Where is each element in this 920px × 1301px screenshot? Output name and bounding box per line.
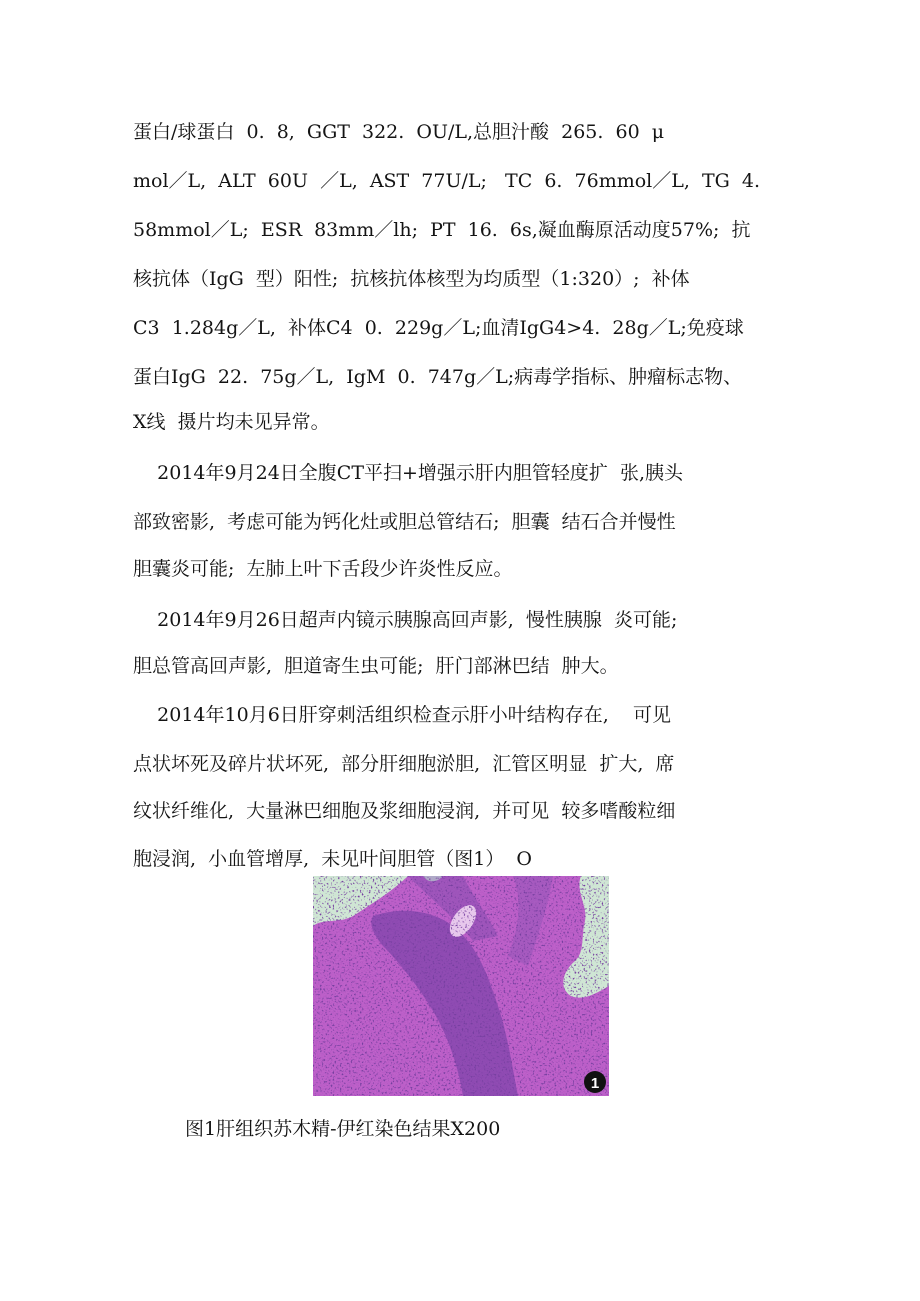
- text-line: 2014年9月24日全腹CT平扫+增强示肝内胆管轻度扩 张,胰头: [133, 462, 684, 484]
- text-line: 胆囊炎可能; 左肺上叶下舌段少许炎性反应。: [133, 558, 513, 580]
- text-line: 点状坏死及碎片状坏死, 部分肝细胞淤胆, 汇管区明显 扩大, 席: [133, 753, 675, 775]
- text-line: 核抗体（IgG 型）阳性; 抗核抗体核型为均质型（1:320）; 补体: [133, 268, 690, 290]
- figure-badge: 1: [590, 1075, 600, 1092]
- text-line: 蛋白/球蛋白 0. 8, GGT 322. OU/L,总胆汁酸 265. 60 μ: [133, 121, 665, 143]
- text-line: 蛋白IgG 22. 75g／L, IgM 0. 747g／L;病毒学指标、肿瘤标志物、: [133, 366, 743, 388]
- text-line: 胆总管高回声影, 胆道寄生虫可能; 肝门部淋巴结 肿大。: [133, 655, 619, 677]
- text-line: 纹状纤维化, 大量淋巴细胞及浆细胞浸润, 并可见 较多嗜酸粒细: [133, 800, 676, 822]
- text-line: X线 摄片均未见异常。: [133, 411, 330, 433]
- histology-image: [313, 876, 609, 1096]
- text-line: mol／L, ALT 60U ／L, AST 77U/L; TC 6. 76mmol／L, TG 4.: [133, 170, 761, 192]
- text-line: 胞浸润, 小血管增厚, 未见叶间胆管（图1） O: [133, 848, 532, 870]
- text-line: C3 1.284g／L, 补体C4 0. 229g／L;血清IgG4>4. 28g／L;免疫球: [133, 317, 744, 339]
- text-line: 2014年9月26日超声内镜示胰腺高回声影, 慢性胰腺 炎可能;: [133, 609, 678, 631]
- text-line: 2014年10月6日肝穿刺活组织检查示肝小叶结构存在, 可见: [133, 704, 671, 726]
- text-line: 58mmol／L; ESR 83mm／lh; PT 16. 6s,凝血酶原活动度57%; 抗: [133, 219, 751, 241]
- text-line: 部致密影, 考虑可能为钙化灶或胆总管结石; 胆囊 结石合并慢性: [133, 511, 676, 533]
- figure-caption: 图1肝组织苏木精-伊红染色结果X200: [185, 1118, 501, 1140]
